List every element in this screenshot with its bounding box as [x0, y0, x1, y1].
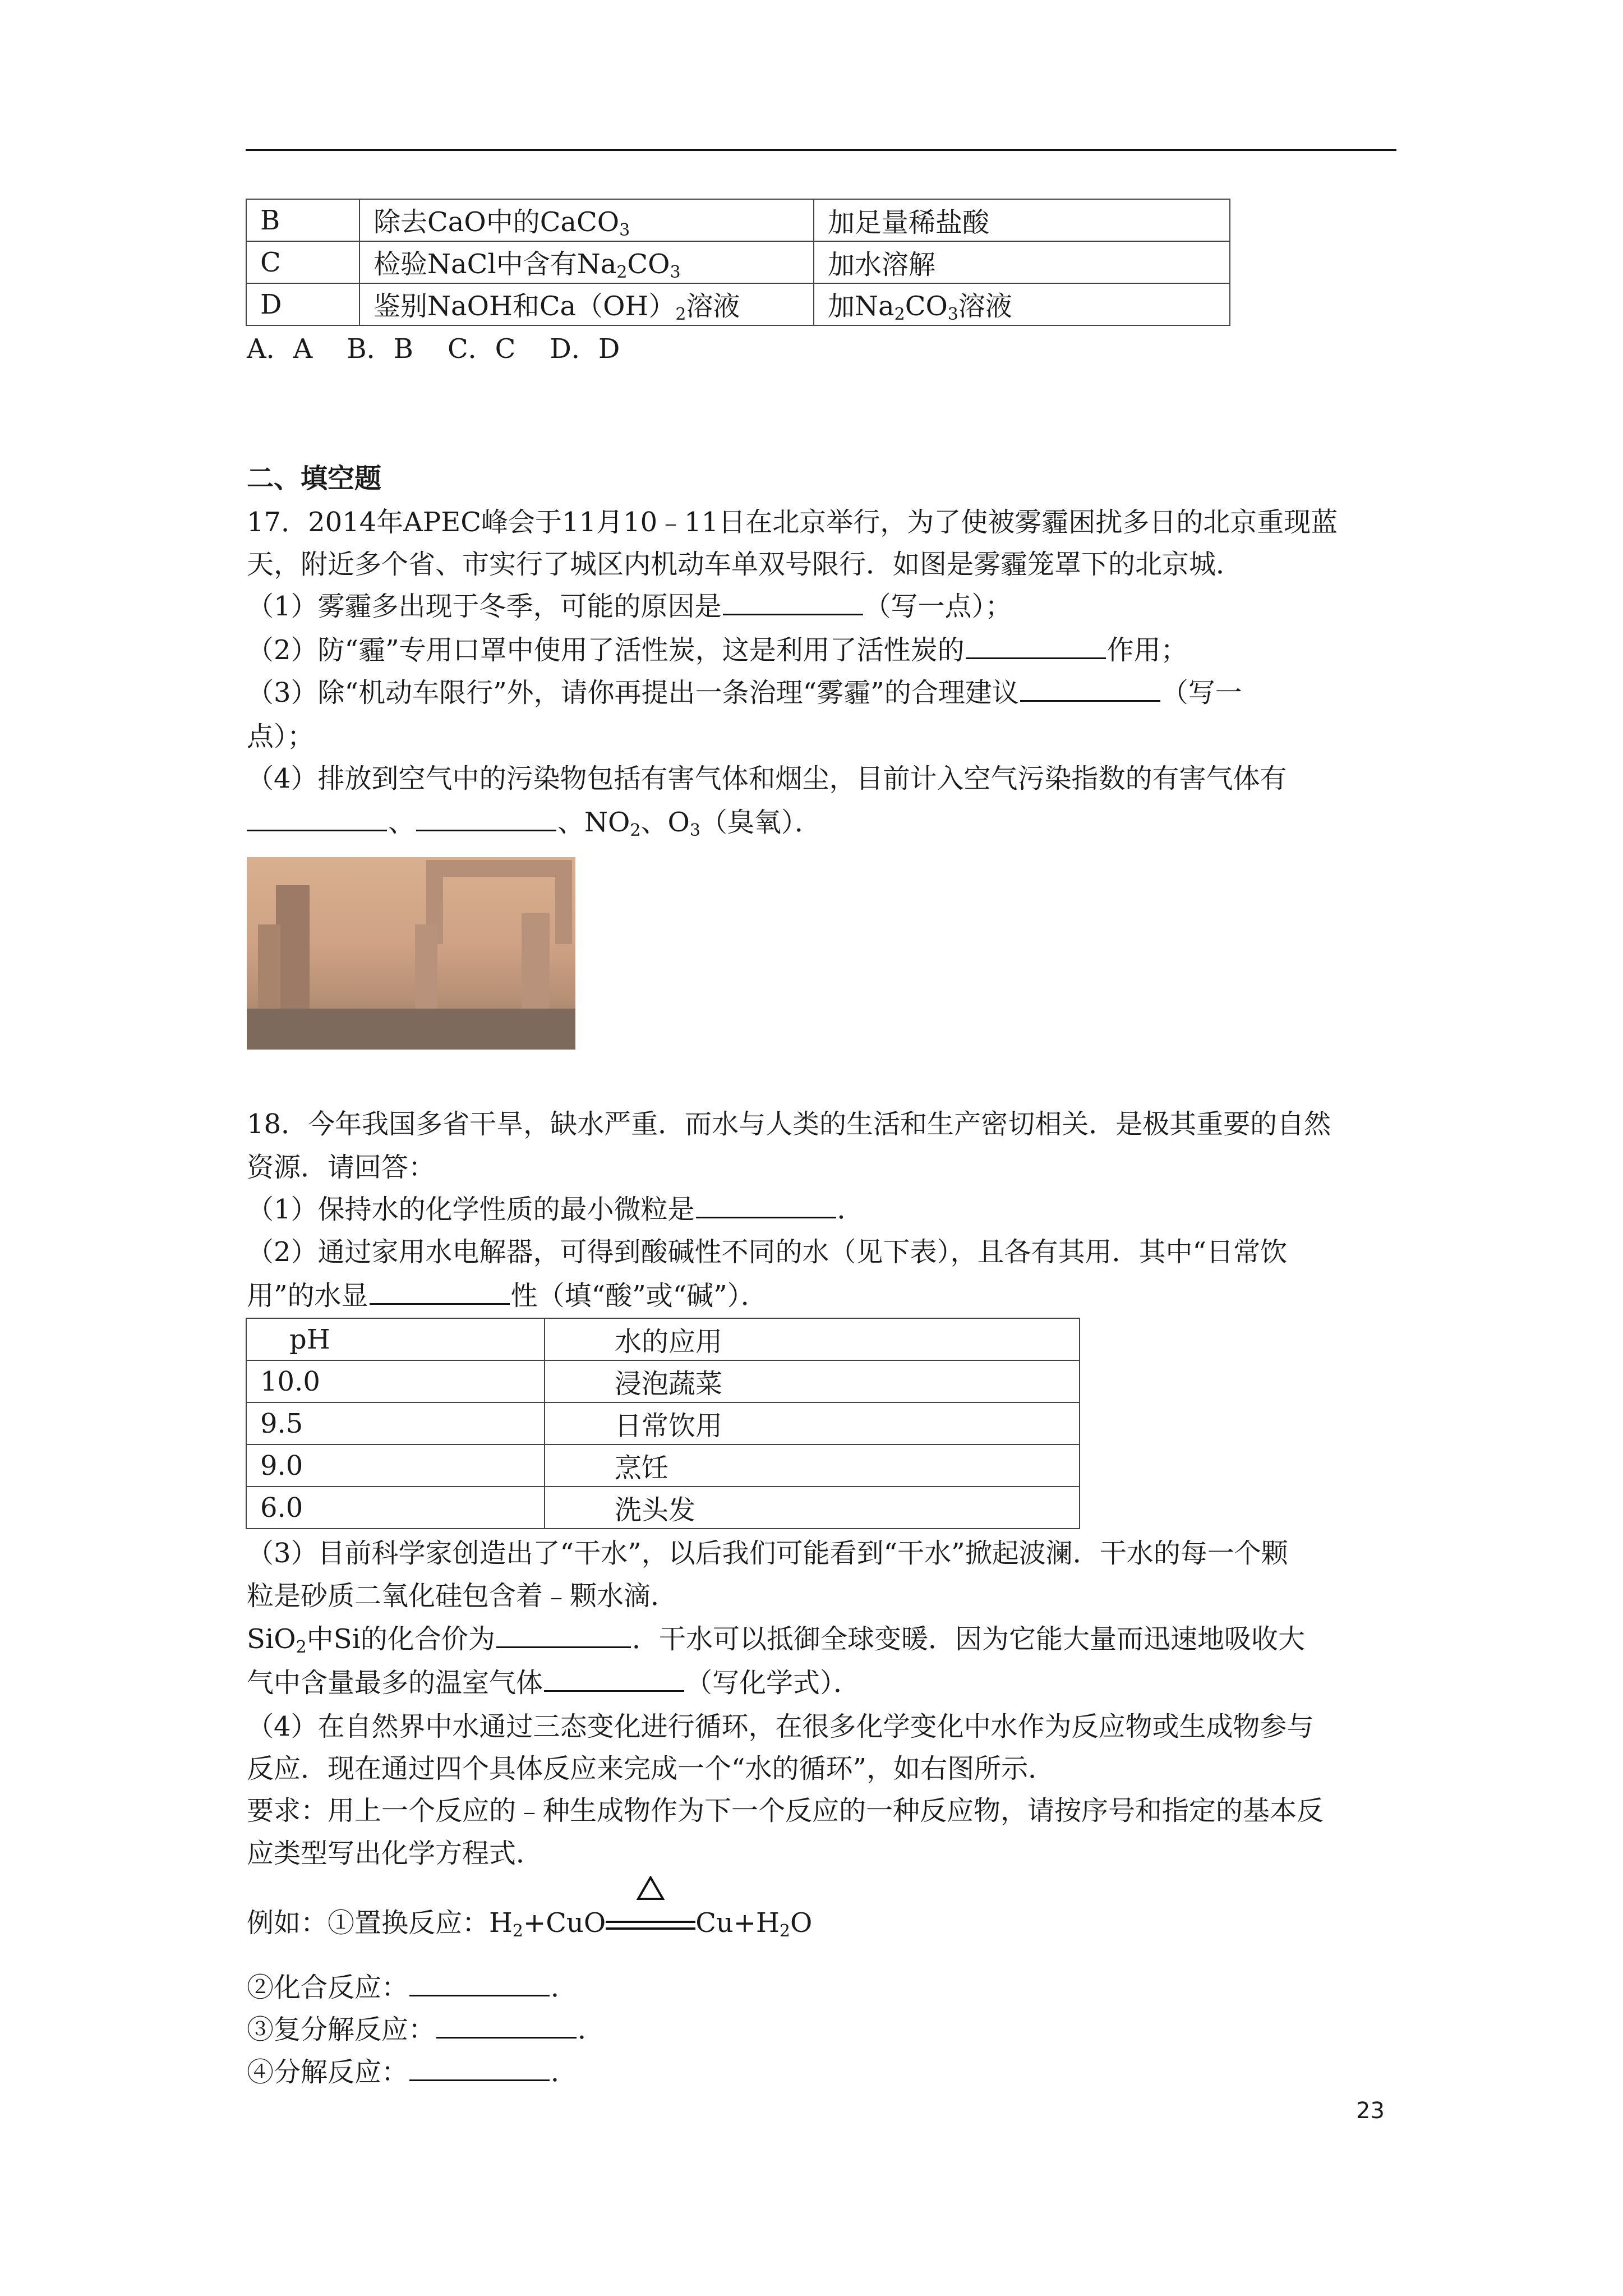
table-cell: 鉴别NaOH和$Ca(OH)_2$溶液	[359, 283, 814, 325]
page-number: 23	[1356, 2098, 1385, 2124]
smog-beijing-photo	[247, 857, 575, 1050]
table-cell: 6.0	[246, 1487, 545, 1529]
table-cell: 加$Na_2CO_3$溶液	[814, 283, 1230, 325]
q18-part3-line3: SiO$_2$中Si的化合价为 ．干水可以抵御全球变暖．因为它能大量而迅速地吸收大	[247, 1623, 1305, 1657]
heat-triangle-icon	[637, 1876, 665, 1901]
q18-part3-line1: （3）目前科学家创造出了“干水”，以后我们可能看到“干水”掀起波澜．干水的每一个颗	[247, 1538, 1288, 1569]
answer-blank[interactable]	[416, 807, 556, 831]
section-title: 二、填空题	[247, 463, 382, 494]
q17-part3-cont: 点）；	[247, 721, 315, 752]
table-cell: B	[246, 199, 359, 241]
answer-blank[interactable]	[370, 1281, 510, 1305]
q17-part3: （3）除“机动车限行”外，请你再提出一条治理“雾霾”的合理建议 （写一	[247, 677, 1242, 708]
answer-blank[interactable]	[247, 807, 387, 831]
table-cell: 加水溶解	[814, 241, 1230, 283]
table-header-cell: pH	[246, 1318, 545, 1360]
table-cell: 日常饮用	[545, 1402, 1080, 1444]
q17-stem-line1: 17．2014年APEC峰会于11月10﹣11日在北京举行，为了使被雾霾困扰多日的北京重现蓝	[247, 507, 1338, 538]
table-row	[246, 1444, 1080, 1487]
table-cell: D	[246, 283, 359, 325]
answer-blank[interactable]	[696, 1194, 836, 1218]
q18-part3-line4: 气中含量最多的温室气体 （写化学式）．	[247, 1667, 861, 1699]
table-row	[246, 283, 1230, 325]
table-row	[246, 241, 1230, 283]
q18-part4-line4: 应类型写出化学方程式．	[247, 1838, 543, 1869]
table-row	[246, 199, 1230, 241]
table-row	[246, 1318, 1080, 1360]
answer-blank[interactable]	[723, 591, 863, 615]
prev-question-table	[246, 199, 1230, 326]
answer-choices: A．A B．B C．C D．D	[247, 333, 620, 365]
table-header-cell: 水的应用	[545, 1318, 1080, 1360]
table-row	[246, 1487, 1080, 1529]
q18-part1: （1）保持水的化学性质的最小微粒是 ．	[247, 1194, 864, 1225]
table-cell: 除去CaO中的CaCO$_3$	[359, 199, 814, 241]
q17-stem-line2: 天，附近多个省、市实行了城区内机动车单双号限行．如图是雾霾笼罩下的北京城．	[247, 549, 1243, 580]
table-row	[246, 1360, 1080, 1402]
q18-part4-line1: （4）在自然界中水通过三态变化进行循环，在很多化学变化中水作为反应物或生成物参与	[247, 1711, 1314, 1742]
q18-part2-line1: （2）通过家用水电解器，可得到酸碱性不同的水（见下表），且各有其用．其中“日常饮	[247, 1236, 1288, 1268]
q18-stem-line1: 18．今年我国多省干旱，缺水严重．而水与人类的生活和生产密切相关．是极其重要的自然	[247, 1108, 1331, 1140]
q18-stem-line2: 资源．请回答：	[247, 1152, 436, 1183]
answer-blank[interactable]	[544, 1668, 684, 1692]
reaction-3: ③复分解反应： ．	[247, 2014, 605, 2045]
table-cell: 9.5	[246, 1402, 545, 1444]
q18-part4-line3: 要求：用上一个反应的﹣种生成物作为下一个反应的一种反应物，请按序号和指定的基本反	[247, 1795, 1324, 1826]
table-row	[246, 1402, 1080, 1444]
answer-blank[interactable]	[409, 2057, 550, 2081]
q18-part2-line2: 用”的水显 性（填“酸”或“碱”）．	[247, 1280, 768, 1312]
answer-blank[interactable]	[436, 2014, 577, 2039]
q17-part4-line2: 、 、$NO_2$、$O_3$（臭氧）．	[247, 801, 822, 852]
table-cell: 检验NaCl中含有$Na_2CO_3$	[359, 241, 814, 283]
q17-part1: （1）雾霾多出现于冬季，可能的原因是 （写一点）；	[247, 591, 1012, 622]
q18-part4-line2: 反应．现在通过四个具体反应来完成一个“水的循环”，如右图所示．	[247, 1753, 1055, 1784]
q18-part3-line2: 粒是砂质二氧化硅包含着﹣颗水滴．	[247, 1580, 678, 1612]
answer-blank[interactable]	[409, 1972, 550, 1996]
table-cell: C	[246, 241, 359, 283]
reaction-4: ④分解反应： ．	[247, 2056, 578, 2088]
table-cell: 烹饪	[545, 1444, 1080, 1487]
q17-part4-line1: （4）排放到空气中的污染物包括有害气体和烟尘，目前计入空气污染指数的有害气体有	[247, 763, 1287, 794]
ph-table	[246, 1318, 1080, 1529]
answer-blank[interactable]	[496, 1624, 631, 1648]
table-cell: 洗头发	[545, 1487, 1080, 1529]
table-cell: 10.0	[246, 1360, 545, 1402]
heating-equals-sign	[606, 1908, 695, 1942]
answer-blank[interactable]	[966, 635, 1106, 659]
table-cell: 加足量稀盐酸	[814, 199, 1230, 241]
table-cell: 浸泡蔬菜	[545, 1360, 1080, 1402]
answer-blank[interactable]	[1020, 678, 1160, 702]
table-cell: 9.0	[246, 1444, 545, 1487]
reaction-2: ②化合反应： ．	[247, 1972, 578, 2003]
example-equation: 例如：①置换反应：$H_2+CuO$ $Cu+H_2O$	[247, 1902, 812, 1953]
header-rule	[246, 149, 1396, 151]
q17-part2: （2）防“霾”专用口罩中使用了活性炭，这是利用了活性炭的 作用；	[247, 634, 1188, 666]
